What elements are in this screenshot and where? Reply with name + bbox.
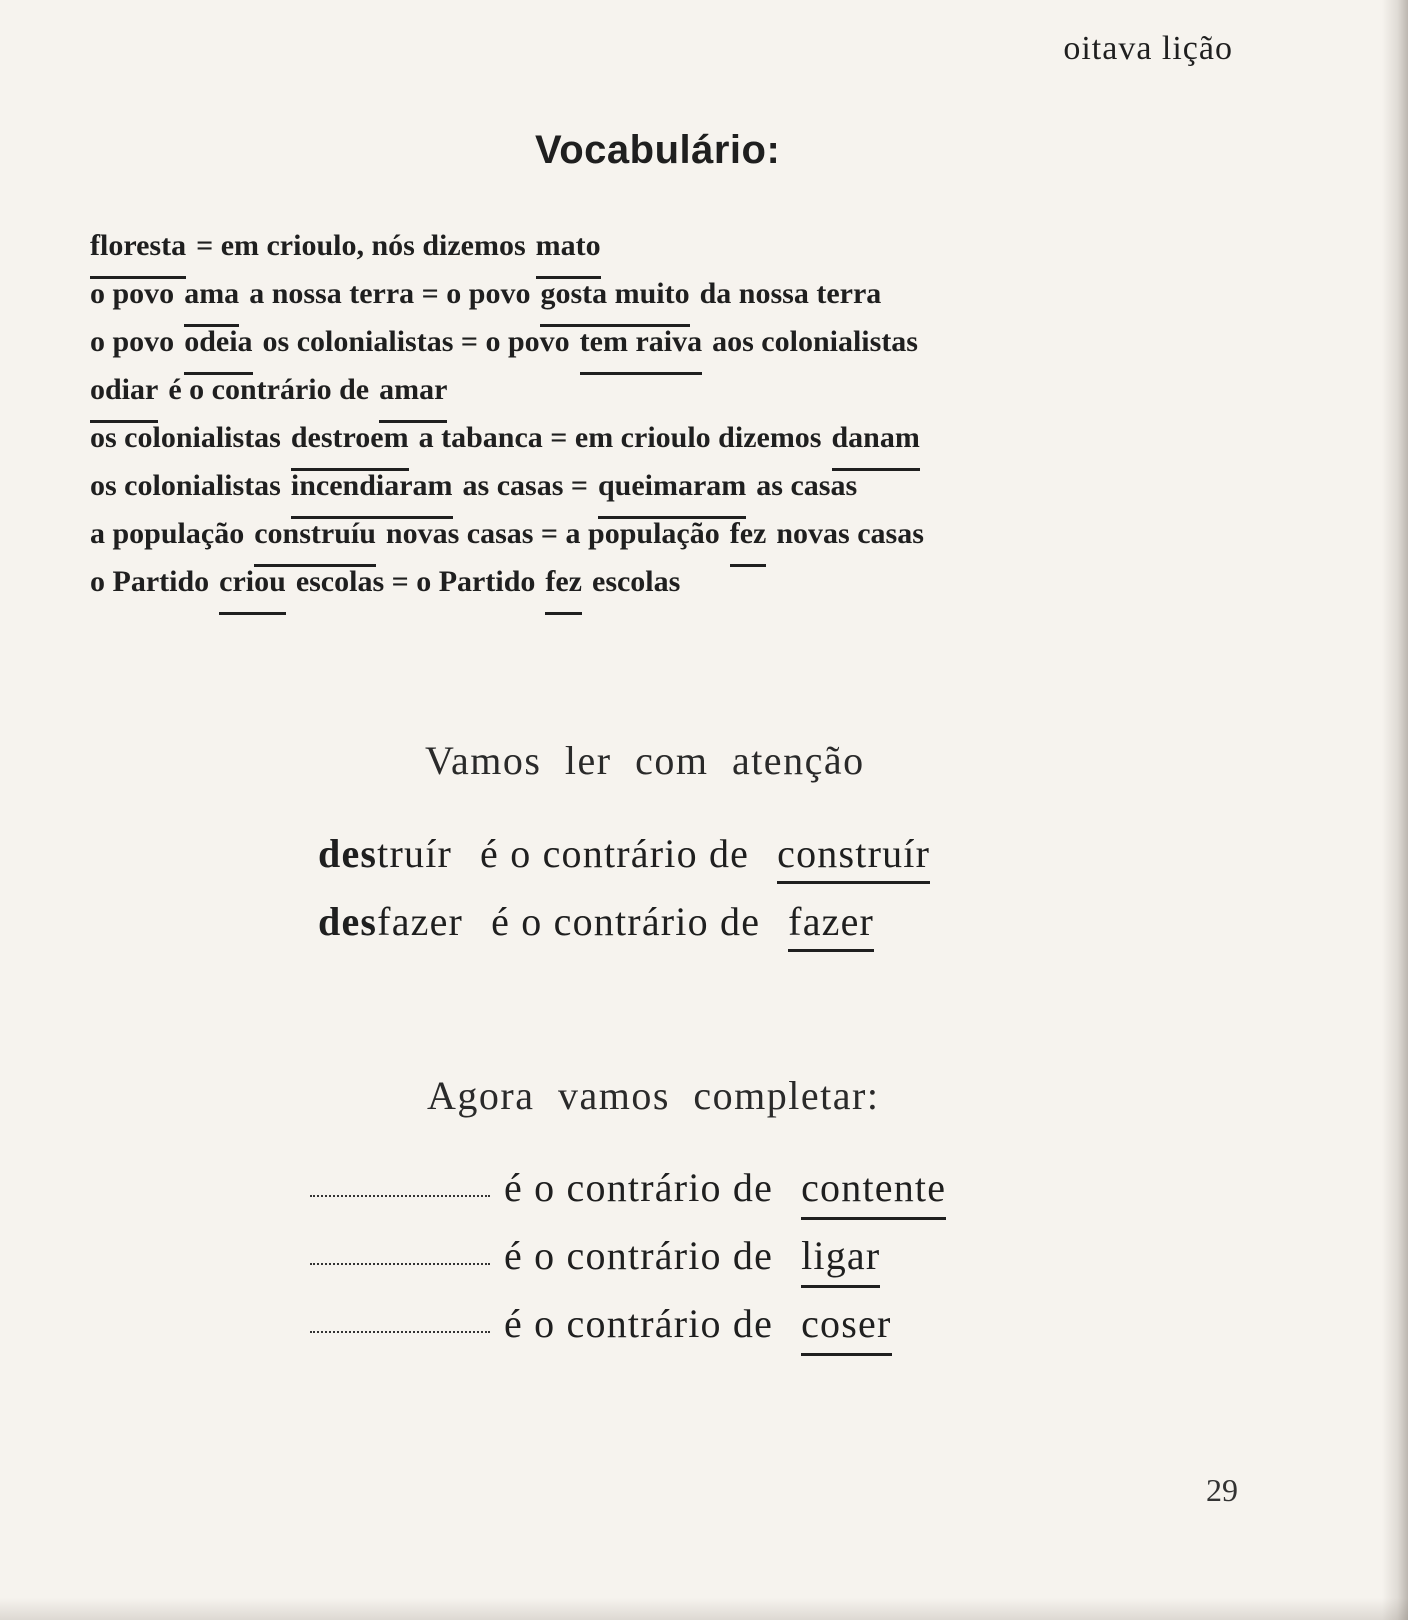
line-text: as casas = xyxy=(462,469,588,502)
underlined-term: queimaram xyxy=(598,462,746,519)
fill-in-line xyxy=(310,1300,920,1356)
line-text: a nossa terra = o povo xyxy=(249,277,531,310)
vocabulary-line xyxy=(90,366,934,414)
term-rest: fazer xyxy=(377,899,464,944)
opposite-term xyxy=(318,830,452,877)
term-rest: truír xyxy=(377,831,453,876)
opposite-word: fazer xyxy=(788,898,874,952)
line-text: os colonialistas xyxy=(90,469,281,502)
vocabulary-line xyxy=(90,270,934,318)
line-text: = em crioulo, nós dizemos xyxy=(196,229,526,262)
vocabulary-title: Vocabulário: xyxy=(535,128,781,172)
line-text: é o contrário de xyxy=(168,373,370,406)
line-text: aos colonialistas xyxy=(712,325,918,358)
vocabulary-list xyxy=(90,222,934,606)
opposite-term xyxy=(318,898,463,945)
line-text: a população xyxy=(90,517,245,550)
vocabulary-line xyxy=(90,222,934,270)
fill-middle: é o contrário de xyxy=(504,1165,774,1210)
underlined-term: odiar xyxy=(90,366,158,423)
underlined-term: construíu xyxy=(254,510,376,567)
opposite-middle: é o contrário de xyxy=(480,831,750,876)
complete-heading: Agora vamos completar: xyxy=(427,1073,880,1118)
underlined-term: floresta xyxy=(90,222,186,279)
prefix-des: des xyxy=(318,831,378,876)
line-text: as casas xyxy=(756,469,858,502)
underlined-term: odeia xyxy=(184,318,252,375)
opposite-middle: é o contrário de xyxy=(491,899,761,944)
line-text: os colonialistas xyxy=(90,421,281,454)
line-text: da nossa terra xyxy=(699,277,882,310)
page-number: 29 xyxy=(1206,1472,1238,1508)
blank-dotted-line[interactable] xyxy=(310,1331,490,1333)
page-bottom-shadow xyxy=(0,1598,1408,1620)
line-text: a tabanca = em crioulo dizemos xyxy=(418,421,822,454)
fill-word: coser xyxy=(801,1300,891,1356)
underlined-term: tem raiva xyxy=(580,318,702,375)
opposite-line xyxy=(318,830,958,884)
fill-middle: é o contrário de xyxy=(504,1233,774,1278)
underlined-term: danam xyxy=(832,414,920,471)
fill-word: contente xyxy=(801,1164,946,1220)
underlined-term: destroem xyxy=(291,414,409,471)
line-text: novas casas xyxy=(776,517,924,550)
vocabulary-line xyxy=(90,558,934,606)
line-text: o povo xyxy=(90,277,175,310)
opposite-word: construír xyxy=(777,830,930,884)
blank-dotted-line[interactable] xyxy=(310,1195,490,1197)
underlined-term: fez xyxy=(730,510,767,567)
fill-in-line xyxy=(310,1164,974,1220)
line-text: o povo xyxy=(90,325,175,358)
underlined-term: criou xyxy=(219,558,286,615)
vocabulary-line xyxy=(90,510,934,558)
underlined-term: fez xyxy=(545,558,582,615)
fill-in-line xyxy=(310,1232,908,1288)
line-text: escolas = o Partido xyxy=(295,565,536,598)
line-text: os colonialistas = o povo xyxy=(262,325,570,358)
underlined-term: incendiaram xyxy=(291,462,453,519)
vocabulary-line xyxy=(90,414,934,462)
underlined-term: mato xyxy=(536,222,601,279)
vocabulary-line xyxy=(90,462,934,510)
fill-middle: é o contrário de xyxy=(504,1301,774,1346)
vocabulary-line xyxy=(90,318,934,366)
blank-dotted-line[interactable] xyxy=(310,1263,490,1265)
page-edge-shadow xyxy=(1382,0,1408,1620)
read-heading: Vamos ler com atenção xyxy=(425,738,865,783)
line-text: o Partido xyxy=(90,565,210,598)
line-text: novas casas = a população xyxy=(385,517,720,550)
line-text: escolas xyxy=(592,565,681,598)
opposite-line xyxy=(318,898,902,952)
underlined-term: amar xyxy=(379,366,447,423)
lesson-label: oitava lição xyxy=(1063,30,1233,67)
underlined-term: ama xyxy=(184,270,239,327)
underlined-term: gosta muito xyxy=(540,270,689,327)
prefix-des: des xyxy=(318,899,378,944)
fill-word: ligar xyxy=(801,1232,880,1288)
